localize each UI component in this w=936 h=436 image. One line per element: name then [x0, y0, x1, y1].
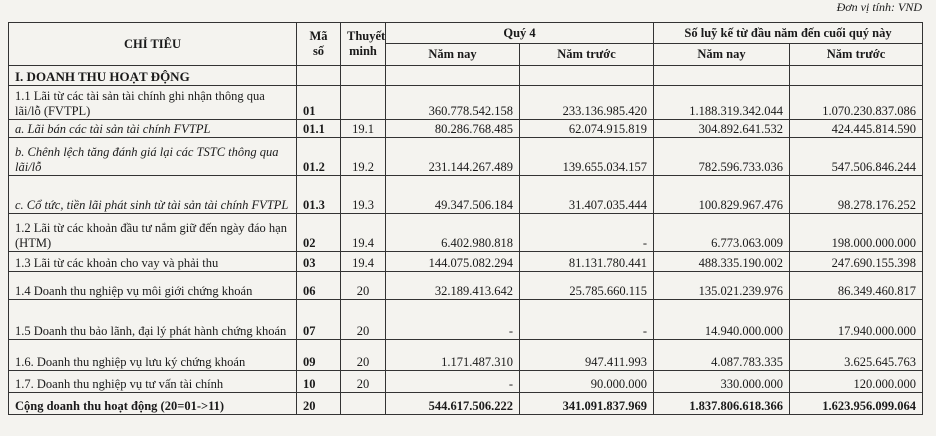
- table-row: 1.3 Lãi từ các khoản cho vay và phải thu 03 19.4 144.075.082.294 81.131.780.441 488.335.190.002 247.690.155.398: [9, 252, 923, 272]
- section-title: I. DOANH THU HOẠT ĐỘNG: [9, 66, 297, 86]
- header-c-last-year: Năm trước: [790, 44, 923, 66]
- header-cumulative: Số luỹ kế từ đầu năm đến cuối quý này: [654, 23, 923, 44]
- row-label: 1.7. Doanh thu nghiệp vụ tư vấn tài chính: [9, 371, 297, 393]
- total-label: Cộng doanh thu hoạt động (20=01->11): [9, 393, 297, 415]
- header-item: CHỈ TIÊU: [9, 23, 297, 66]
- table-row: c. Cổ tức, tiền lãi phát sinh từ tài sản tài chính FVTPL 01.3 19.3 49.347.506.184 31.407.035.444 100.829.967.476 98.278.176.252: [9, 176, 923, 214]
- header-code: Mã số: [297, 23, 341, 66]
- row-label: a. Lãi bán các tài sản tài chính FVTPL: [9, 120, 297, 138]
- row-label: 1.4 Doanh thu nghiệp vụ môi giới chứng khoán: [9, 272, 297, 300]
- header-q-last-year: Năm trước: [520, 44, 654, 66]
- header-c-this-year: Năm nay: [654, 44, 790, 66]
- table-row: 1.1 Lãi từ các tài sản tài chính ghi nhận thông qua lãi/lỗ (FVTPL) 01 360.778.542.158 233.136.985.420 1.188.319.342.044 1.070.230.837.086: [9, 86, 923, 120]
- row-label: 1.6. Doanh thu nghiệp vụ lưu ký chứng khoán: [9, 340, 297, 371]
- table-row: b. Chênh lệch tăng đánh giá lại các TSTC thông qua lãi/lỗ 01.2 19.2 231.144.267.489 139.655.034.157 782.596.733.036 547.506.846.244: [9, 138, 923, 176]
- header-note: Thuyết minh: [341, 23, 386, 66]
- table-row: 1.7. Doanh thu nghiệp vụ tư vấn tài chính 10 20 - 90.000.000 330.000.000 120.000.000: [9, 371, 923, 393]
- header-quarter: Quý 4: [386, 23, 654, 44]
- income-statement-table: [8, 22, 923, 415]
- header-q-this-year: Năm nay: [386, 44, 520, 66]
- table-row: a. Lãi bán các tài sản tài chính FVTPL 01.1 19.1 80.286.768.485 62.074.915.819 304.892.641.532 424.445.814.590: [9, 120, 923, 138]
- table-row: 1.5 Doanh thu bảo lãnh, đại lý phát hành chứng khoán 07 20 - - 14.940.000.000 17.940.000.000: [9, 300, 923, 340]
- row-label: 1.5 Doanh thu bảo lãnh, đại lý phát hành chứng khoán: [9, 300, 297, 340]
- row-label: c. Cổ tức, tiền lãi phát sinh từ tài sản tài chính FVTPL: [9, 176, 297, 214]
- row-label: 1.3 Lãi từ các khoản cho vay và phải thu: [9, 252, 297, 272]
- row-label: 1.2 Lãi từ các khoản đầu tư nắm giữ đến ngày đáo hạn (HTM): [9, 214, 297, 252]
- table-row: 1.4 Doanh thu nghiệp vụ môi giới chứng khoán 06 20 32.189.413.642 25.785.660.115 135.021.239.976 86.349.460.817: [9, 272, 923, 300]
- table-row: 1.6. Doanh thu nghiệp vụ lưu ký chứng khoán 09 20 1.171.487.310 947.411.993 4.087.783.335 3.625.645.763: [9, 340, 923, 371]
- unit-label: Đơn vị tính: VND: [836, 0, 922, 14]
- total-row: Cộng doanh thu hoạt động (20=01->11) 20 544.617.506.222 341.091.837.969 1.837.806.618.366 1.623.956.099.064: [9, 393, 923, 415]
- table-row: 1.2 Lãi từ các khoản đầu tư nắm giữ đến ngày đáo hạn (HTM) 02 19.4 6.402.980.818 - 6.773.063.009 198.000.000.000: [9, 214, 923, 252]
- row-label: b. Chênh lệch tăng đánh giá lại các TSTC thông qua lãi/lỗ: [9, 138, 297, 176]
- row-label: 1.1 Lãi từ các tài sản tài chính ghi nhận thông qua lãi/lỗ (FVTPL): [9, 86, 297, 120]
